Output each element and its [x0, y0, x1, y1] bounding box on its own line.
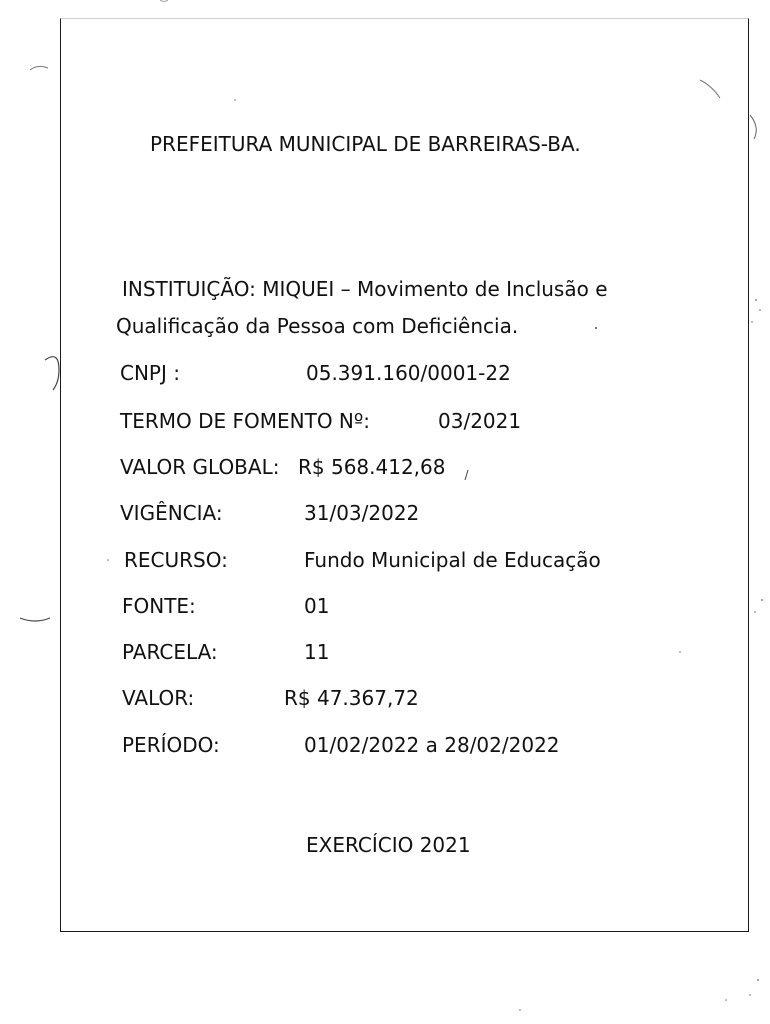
institution-line-2: Qualificação da Pessoa com Deficiência. — [116, 314, 519, 338]
valor-value: R$ 47.367,72 — [284, 686, 419, 710]
recurso-value: Fundo Municipal de Educação — [304, 548, 601, 572]
termo-value: 03/2021 — [438, 409, 522, 433]
valor-global-value: R$ 568.412,68 — [298, 455, 446, 479]
valor-label: VALOR: — [122, 686, 195, 710]
cnpj-label: CNPJ : — [120, 361, 180, 385]
periodo-value: 01/02/2022 a 28/02/2022 — [304, 733, 560, 757]
termo-label: TERMO DE FOMENTO Nº: — [120, 409, 371, 433]
fonte-value: 01 — [304, 594, 330, 618]
recurso-label: RECURSO: — [124, 548, 228, 572]
parcela-label: PARCELA: — [122, 640, 218, 664]
cnpj-value: 05.391.160/0001-22 — [306, 361, 511, 385]
exercicio-label: EXERCÍCIO 2021 — [306, 833, 471, 857]
fonte-label: FONTE: — [122, 594, 196, 618]
vigencia-value: 31/03/2022 — [304, 501, 420, 525]
valor-global-label: VALOR GLOBAL: — [120, 455, 280, 479]
vigencia-label: VIGÊNCIA: — [120, 501, 223, 525]
document-title: PREFEITURA MUNICIPAL DE BARREIRAS-BA. — [150, 132, 581, 156]
parcela-value: 11 — [304, 640, 330, 664]
periodo-label: PERÍODO: — [122, 733, 220, 757]
institution-line-1: INSTITUIÇÃO: MIQUEI – Movimento de Inclusão e — [122, 277, 608, 301]
